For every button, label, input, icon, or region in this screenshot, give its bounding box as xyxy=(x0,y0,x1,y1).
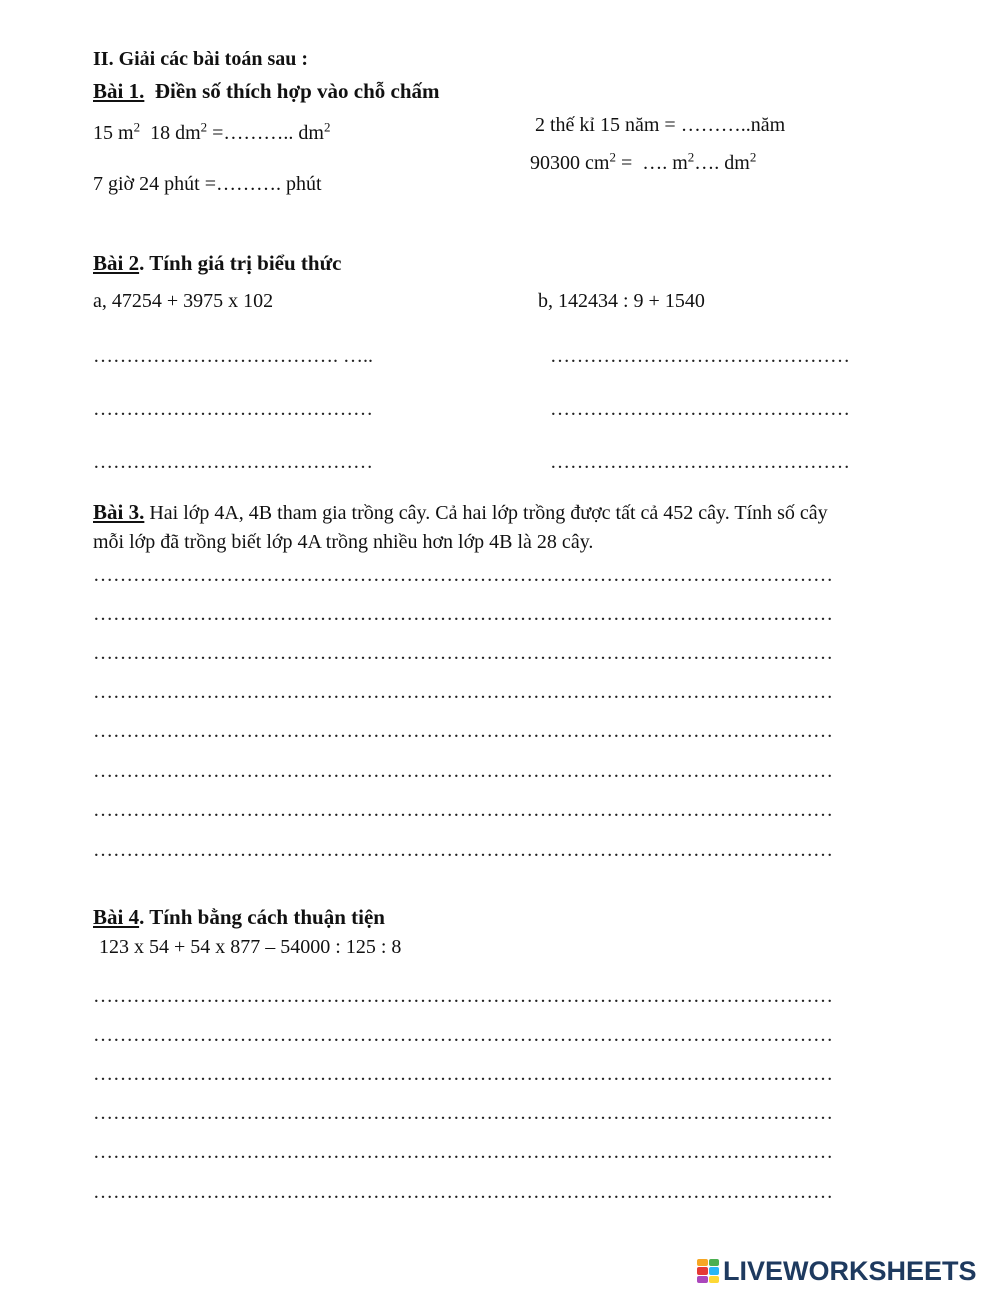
bai2-label: Bài 2 xyxy=(93,251,140,275)
bai4-answer-line[interactable]: ………………………………………………………………………………………………… xyxy=(93,1181,833,1203)
bai4-answer-line[interactable]: ………………………………………………………………………………………………… xyxy=(93,1141,833,1163)
bai3-answer-line[interactable]: ………………………………………………………………………………………………… xyxy=(93,681,833,703)
bai3-text-line-2: mỗi lớp đã trồng biết lớp 4A trồng nhiều hơn lớp 4B là 28 cây. xyxy=(93,531,594,553)
bai4-answer-line[interactable]: ………………………………………………………………………………………………… xyxy=(93,1024,833,1046)
bai3-answer-line[interactable]: ………………………………………………………………………………………………… xyxy=(93,799,833,821)
bai2-answer-line-left[interactable]: …………………………………… xyxy=(93,451,373,473)
bai4-expression: 123 x 54 + 54 x 877 – 54000 : 125 : 8 xyxy=(99,936,402,958)
logo-block xyxy=(697,1267,708,1274)
bai3-answer-line[interactable]: ………………………………………………………………………………………………… xyxy=(93,720,833,742)
bai3-answer-line[interactable]: ………………………………………………………………………………………………… xyxy=(93,564,833,586)
bai2-answer-line-right[interactable]: ……………………………………… xyxy=(550,345,850,367)
bai3-label: Bài 3. xyxy=(93,500,145,524)
bai2-part-b: b, 142434 : 9 + 1540 xyxy=(538,290,705,312)
bai1-question-4: 90300 $cm^2$ = …. $m^2\dots$. $dm^2$ xyxy=(530,149,757,174)
bai1-heading xyxy=(93,79,440,104)
bai3-answer-line[interactable]: ………………………………………………………………………………………………… xyxy=(93,760,833,782)
bai2-answer-line-right[interactable]: ……………………………………… xyxy=(550,451,850,473)
bai2-answer-line-left[interactable]: …………………………………… xyxy=(93,398,373,420)
logo-block xyxy=(709,1276,720,1283)
bai1-label: Bài 1. xyxy=(93,79,145,103)
bai1-question-1: 15 $m^2$ 18 $dm^2$ =……….. $dm^2$ xyxy=(93,119,331,144)
bai4-label: Bài 4 xyxy=(93,905,140,929)
bai3-answer-line[interactable]: ………………………………………………………………………………………………… xyxy=(93,642,833,664)
bai4-answer-line[interactable]: ………………………………………………………………………………………………… xyxy=(93,1102,833,1124)
logo-block xyxy=(709,1267,720,1274)
bai2-heading xyxy=(93,251,342,276)
bai1-question-3: 2 thế kỉ 15 năm = ………..năm xyxy=(535,114,786,136)
bai3-text-line-1: Bài 3. Hai lớp 4A, 4B tham gia trồng cây. Cả hai lớp trồng được tất cả 452 cây. Tính số cây xyxy=(93,500,828,524)
logo-text: LIVEWORKSHEETS xyxy=(723,1255,977,1286)
bai1-title: Điền số thích hợp vào chỗ chấm xyxy=(154,79,440,103)
logo-block xyxy=(697,1259,708,1266)
bai1-question-2: 7 giờ 24 phút =………. phút xyxy=(93,173,322,195)
liveworksheets-logo xyxy=(697,1256,977,1286)
liveworksheets-mark-icon xyxy=(697,1259,719,1283)
bai4-title: . Tính bằng cách thuận tiện xyxy=(139,905,385,929)
bai3-answer-line[interactable]: ………………………………………………………………………………………………… xyxy=(93,603,833,625)
bai4-answer-line[interactable]: ………………………………………………………………………………………………… xyxy=(93,1063,833,1085)
bai2-part-a: a, 47254 + 3975 x 102 xyxy=(93,290,274,312)
bai3-answer-line[interactable]: ………………………………………………………………………………………………… xyxy=(93,839,833,861)
bai2-answer-line-left[interactable]: ………………………………. ….. xyxy=(93,345,373,367)
logo-block xyxy=(697,1276,708,1283)
bai2-title: . Tính giá trị biểu thức xyxy=(139,251,342,275)
logo-block xyxy=(709,1259,720,1266)
bai4-heading xyxy=(93,905,385,930)
section-title: II. Giải các bài toán sau : xyxy=(93,48,309,70)
bai2-answer-line-right[interactable]: ……………………………………… xyxy=(550,398,850,420)
bai4-answer-line[interactable]: ………………………………………………………………………………………………… xyxy=(93,985,833,1007)
